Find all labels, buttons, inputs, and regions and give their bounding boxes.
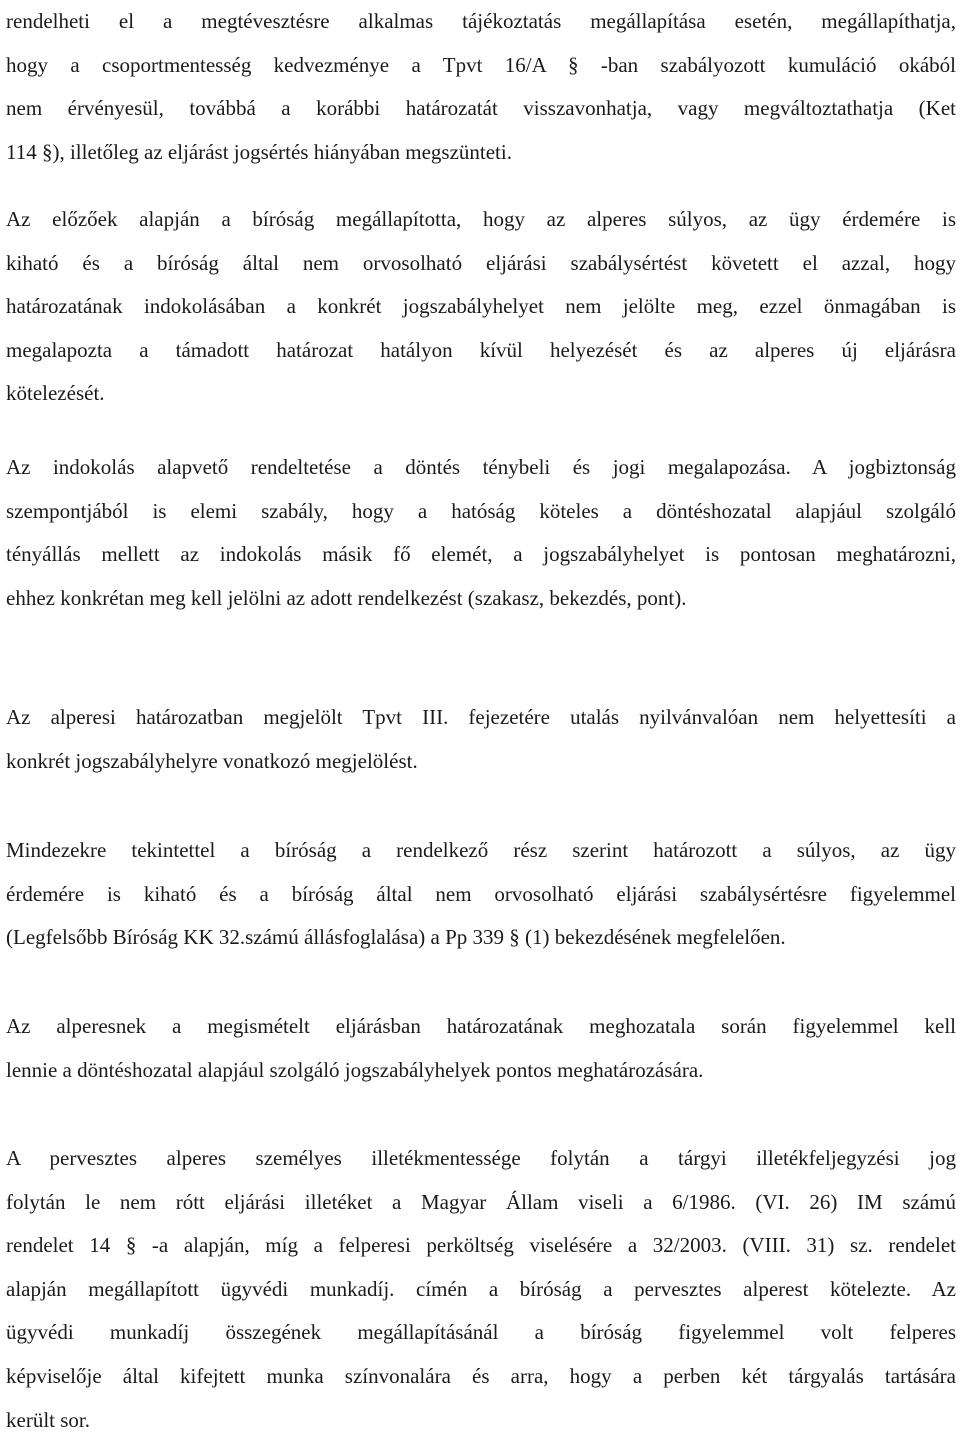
text-line: 114 §), illetőleg az eljárást jogsértés hiányában megszünteti. [6,139,512,164]
text-line: érdemére is kiható és a bíróság által nem orvosolható eljárási szabálysértésre figyelemmel [6,881,956,906]
text-line: tényállás mellett az indokolás másik fő elemét, a jogszabályhelyet is pontosan meghatározni, [6,542,956,567]
text-line: Az alperesnek a megismételt eljárásban határozatának meghozatala során figyelemmel kell [6,1014,956,1038]
text-line: rendelet 14 § -a alapján, míg a felperesi perköltség viselésére a 32/2003. (VIII. 31) sz. rendelet [6,1233,956,1258]
paragraph-reasoning-purpose [6,446,956,620]
text-line: (Legfelsőbb Bíróság KK 32.számú állásfoglalása) a Pp 339 § (1) bekezdésének megfelelően. [6,925,786,950]
text-line: hogy a csoportmentesség kedvezménye a Tpvt 16/A § -ban szabályozott kumuláció okából [6,52,956,77]
text-line: lennie a döntéshozatal alapjául szolgáló jogszabályhelyek pontos meghatározására. [6,1057,704,1082]
paragraph-ruling-basis [6,829,956,960]
paragraph-repeated-procedure [6,1005,956,1092]
text-line: kötelezését. [6,381,105,406]
paragraph-chapter-reference [6,696,956,783]
paragraph-costs [6,1137,956,1442]
paragraph-competition-decision [6,0,956,174]
text-line: Az indokolás alapvető rendeltetése a döntés ténybeli és jogi megalapozása. A jogbiztonság [6,455,956,479]
text-line: szempontjából is elemi szabály, hogy a hatóság köteles a döntéshozatal alapjául szolgáló [6,498,956,523]
text-line: ügyvédi munkadíj összegének megállapításánál a bíróság figyelemmel volt felperes [6,1320,956,1345]
text-line: rendelheti el a megtévesztésre alkalmas tájékoztatás megállapítása esetén, megállapíthatja, [6,9,956,33]
text-line: Az előzőek alapján a bíróság megállapította, hogy az alperes súlyos, az ügy érdemére is [6,207,956,231]
text-line: folytán le nem rótt eljárási illetéket a Magyar Állam viseli a 6/1986. (VI. 26) IM számú [6,1189,956,1214]
text-line: kiható és a bíróság által nem orvosolható eljárási szabálysértést követett el azzal, hogy [6,250,956,275]
text-line: Mindezekre tekintettel a bíróság a rendelkező rész szerint határozott a súlyos, az ügy [6,838,956,862]
text-line: nem érvényesül, továbbá a korábbi határozatát visszavonhatja, vagy megváltoztathatja (Ket [6,96,956,121]
text-line: képviselője által kifejtett munka színvonalára és arra, hogy a perben két tárgyalás tartására [6,1363,956,1388]
text-line: konkrét jogszabályhelyre vonatkozó megjelölést. [6,748,418,773]
text-line: ehhez konkrétan meg kell jelölni az adott rendelkezést (szakasz, bekezdés, pont). [6,585,687,610]
text-line: alapján megállapított ügyvédi munkadíj. címén a bíróság a pervesztes alperest kötelezte. Az [6,1276,956,1301]
text-line: A pervesztes alperes személyes illetékmentessége folytán a tárgyi illetékfeljegyzési jog [6,1146,956,1170]
text-line: Az alperesi határozatban megjelölt Tpvt III. fejezetére utalás nyilvánvalóan nem helyettesíti a [6,705,956,729]
text-line: megalapozta a támadott határozat hatályon kívül helyezését és az alperes új eljárásra [6,337,956,362]
text-line: határozatának indokolásában a konkrét jogszabályhelyet nem jelölte meg, ezzel önmagában is [6,294,956,319]
paragraph-court-finding [6,198,956,416]
text-line: került sor. [6,1407,90,1432]
